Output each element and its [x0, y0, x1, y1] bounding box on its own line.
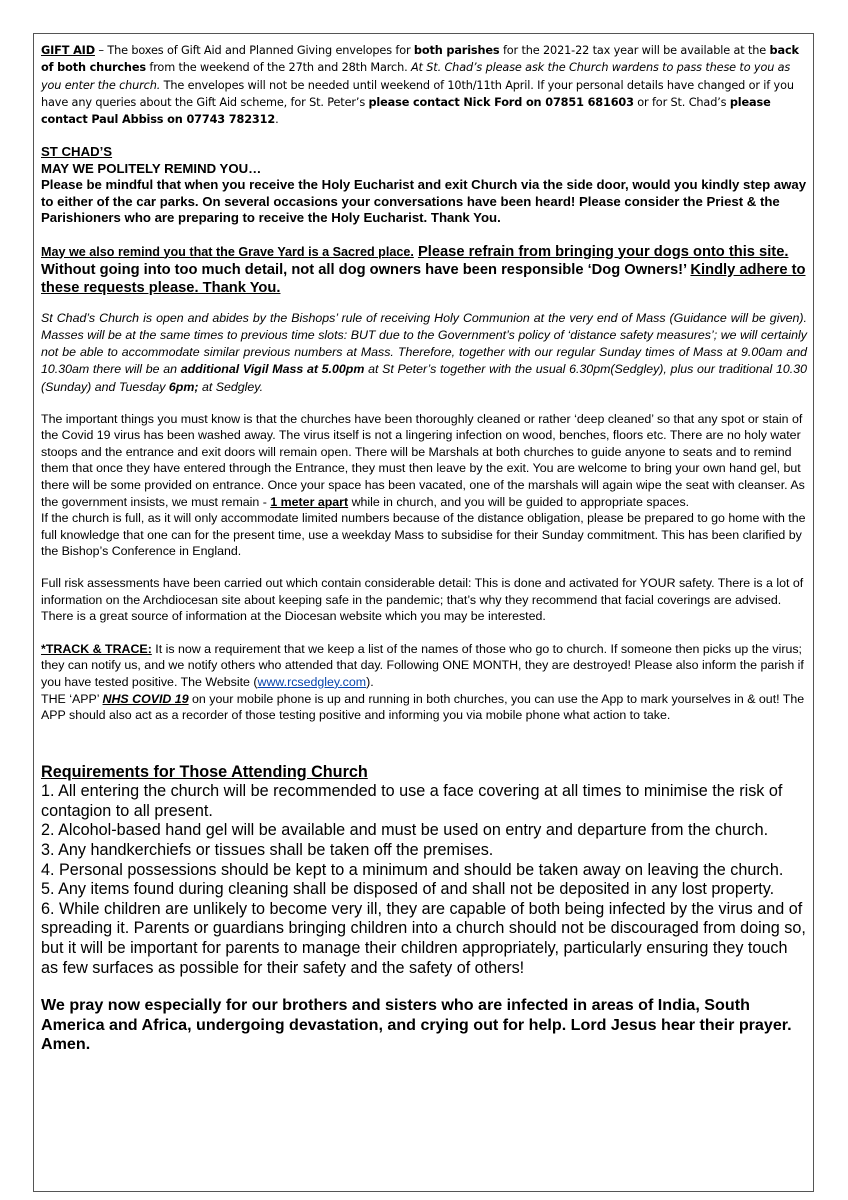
gift-aid-text: – The boxes of Gift Aid and Planned Giving envelopes for — [94, 44, 414, 57]
cleaning-text: while in church, and you will be guided to appropriate spaces. — [348, 494, 690, 509]
distance-rule: 1 meter apart — [270, 494, 349, 509]
requirement-item: 6. While children are unlikely to become very ill, they are capable of both being infected by the virus and of spreading it. Parents or guardians bringing children into a church should not be discouraged from doing so, but it will be important for parents to manage their children appropriately, particularly ensuring they touch as few surfaces as possible for their safety and the safety of others! — [41, 899, 806, 977]
gift-aid-text: from the weekend of the 27th and 28th March. — [145, 61, 411, 75]
reminder-request: Kindly adhere to these requests please. Thank You. — [41, 261, 806, 296]
st-chads-subheading: MAY WE POLITELY REMIND YOU… — [41, 160, 262, 176]
track-text: ). — [366, 674, 374, 689]
requirements-section — [41, 763, 807, 979]
website-link[interactable]: www.rcsedgley.com — [257, 674, 367, 689]
reminder-dogs: Please refrain from bringing your dogs onto this site. — [417, 243, 789, 260]
tuesday-time: 6pm; — [168, 379, 199, 394]
app-text: on your mobile phone is up and running in both churches, you can use the App to mark yourselves in & out! The APP should also act as a recorder of those testing positive and informing you via mobile phone what action to take. — [41, 691, 805, 723]
vigil-mass: additional Vigil Mass at 5.00pm — [180, 362, 365, 377]
st-chads-section — [41, 144, 807, 226]
church-open-paragraph — [41, 310, 807, 395]
track-text: It is now a requirement that we keep a list of the names of those who go to church. If someone then picks up the virus; they can notify us, and we notify others who attended that day. Following ONE MONTH, they are destroyed! Please also inform the parish if you have tested positive. The Website ( — [41, 641, 804, 689]
nhs-app-name: NHS COVID 19 — [102, 691, 189, 706]
gift-aid-paragraph — [41, 42, 807, 128]
requirement-item: 2. Alcohol-based hand gel will be available and must be used on entry and departure from the church. — [41, 821, 769, 840]
gift-aid-text: or for St. Chad’s — [633, 95, 730, 109]
newsletter-page — [33, 33, 814, 1192]
contact-nick-ford: please contact Nick Ford on 07851 681603 — [368, 95, 634, 109]
gift-aid-bold: back of both churches — [41, 44, 799, 75]
full-church-text: If the church is full, as it will only accommodate limited numbers because of the distance obligation, please be prepared to go home with the full knowledge that one can for the present time, use a weekday Mass to subsidise for their Sunday commitment. This has been clarified by the Bishop’s Conference in England. — [41, 511, 806, 559]
prayer-paragraph: We pray now especially for our brothers and sisters who are infected in areas of India, South America and Africa, undergoing devastation, and crying out for help. Lord Jesus hear their prayer. Amen. — [41, 996, 792, 1054]
gift-aid-text: . — [275, 113, 279, 127]
gift-aid-bold: both parishes — [413, 44, 500, 57]
open-text: St Chad’s Church is open and abides by the Bishops’ rule of receiving Holy Communion at the very end of Mass (Guidance will be given). Masses will be at the same times to previous time slots: BUT due to the Government’s policy of ‘distance safety measures’; we will certainly not be able to accommodate similar previous numbers at Mass. Therefore, together with our regular Sunday times of Mass at 9.00am and 10.30am there will be an — [41, 311, 807, 377]
requirement-item: 5. Any items found during cleaning shall be disposed of and shall not be deposited in any lost property. — [41, 880, 775, 899]
track-trace-label: *TRACK & TRACE: — [41, 641, 152, 656]
contact-paul-abbiss: please contact Paul Abbiss on 07743 782312 — [41, 95, 771, 127]
gift-aid-text: The envelopes will not be needed until weekend of 10th/11th April. If your personal details have changed or if you have any queries about the Gift Aid scheme, for St. Peter’s — [41, 78, 794, 109]
requirements-title: Requirements for Those Attending Church — [41, 762, 368, 781]
reminder-small: May we also remind you that the Grave Yard is a Sacred place. — [41, 244, 414, 259]
open-text: at Sedgley. — [198, 379, 264, 394]
cleaning-text: The important things you must know is that the churches have been thoroughly cleaned or rather ‘deep cleaned’ so that any spot or stain of the Covid 19 virus has been washed away. The virus itself is not a lingering infection on wood, benches, floors etc. There are no holy water stoops and the entrance and exit doors will remain open. There will be Marshals at both churches to guide anyone to seats and to remind them that once they have entered through the Entrance, they must then leave by the exit. You are welcome to bring your own hand gel, but there will be some provided on entrance. Once your space has been vacated, one of the marshals will again wipe the seat with cleanser. As the government insists, we must remain - — [41, 411, 805, 509]
app-text: THE ‘APP’ — [41, 691, 103, 706]
graveyard-reminder — [41, 243, 807, 298]
open-text: at St Peter’s together with the usual 6.30pm(Sedgley), plus our traditional 10.30 (Sunday) and Tuesday — [41, 362, 807, 394]
gift-aid-label: GIFT AID — [41, 44, 95, 57]
gift-aid-italic: At St. Chad’s please ask the Church wardens to pass these to you as you enter the church. — [41, 61, 791, 92]
cleaning-paragraph — [41, 411, 807, 560]
st-chads-heading: ST CHAD’S — [41, 144, 113, 160]
reminder-text: Without going into too much detail, not all dog owners have been responsible ‘Dog Owners!’ — [41, 261, 691, 278]
gift-aid-text: for the 2021-22 tax year will be available at the — [499, 44, 770, 57]
risk-paragraph: Full risk assessments have been carried out which contain considerable detail: This is done and activated for YOUR safety. There is a lot of information on the Archdiocesan site about keeping safe in the pandemic; that’s why they recommend that facial coverings are advised. There is a great source of information at the Diocesan website which you may be interested. — [41, 575, 804, 624]
requirement-item: 4. Personal possessions should be kept to a minimum and should be taken away on leaving the church. — [41, 860, 784, 879]
track-trace-section — [41, 641, 807, 724]
requirement-item: 1. All entering the church will be recommended to use a face covering at all times to minimise the risk of contagion to all present. — [41, 782, 783, 820]
st-chads-body: Please be mindful that when you receive the Holy Eucharist and exit Church via the side door, would you kindly step away to either of the car parks. On several occasions your conversations have been heard! Please consider the Priest & the Parishioners who are preparing to receive the Holy Eucharist. Thank You. — [41, 177, 807, 226]
requirement-item: 3. Any handkerchiefs or tissues shall be taken off the premises. — [41, 841, 494, 860]
